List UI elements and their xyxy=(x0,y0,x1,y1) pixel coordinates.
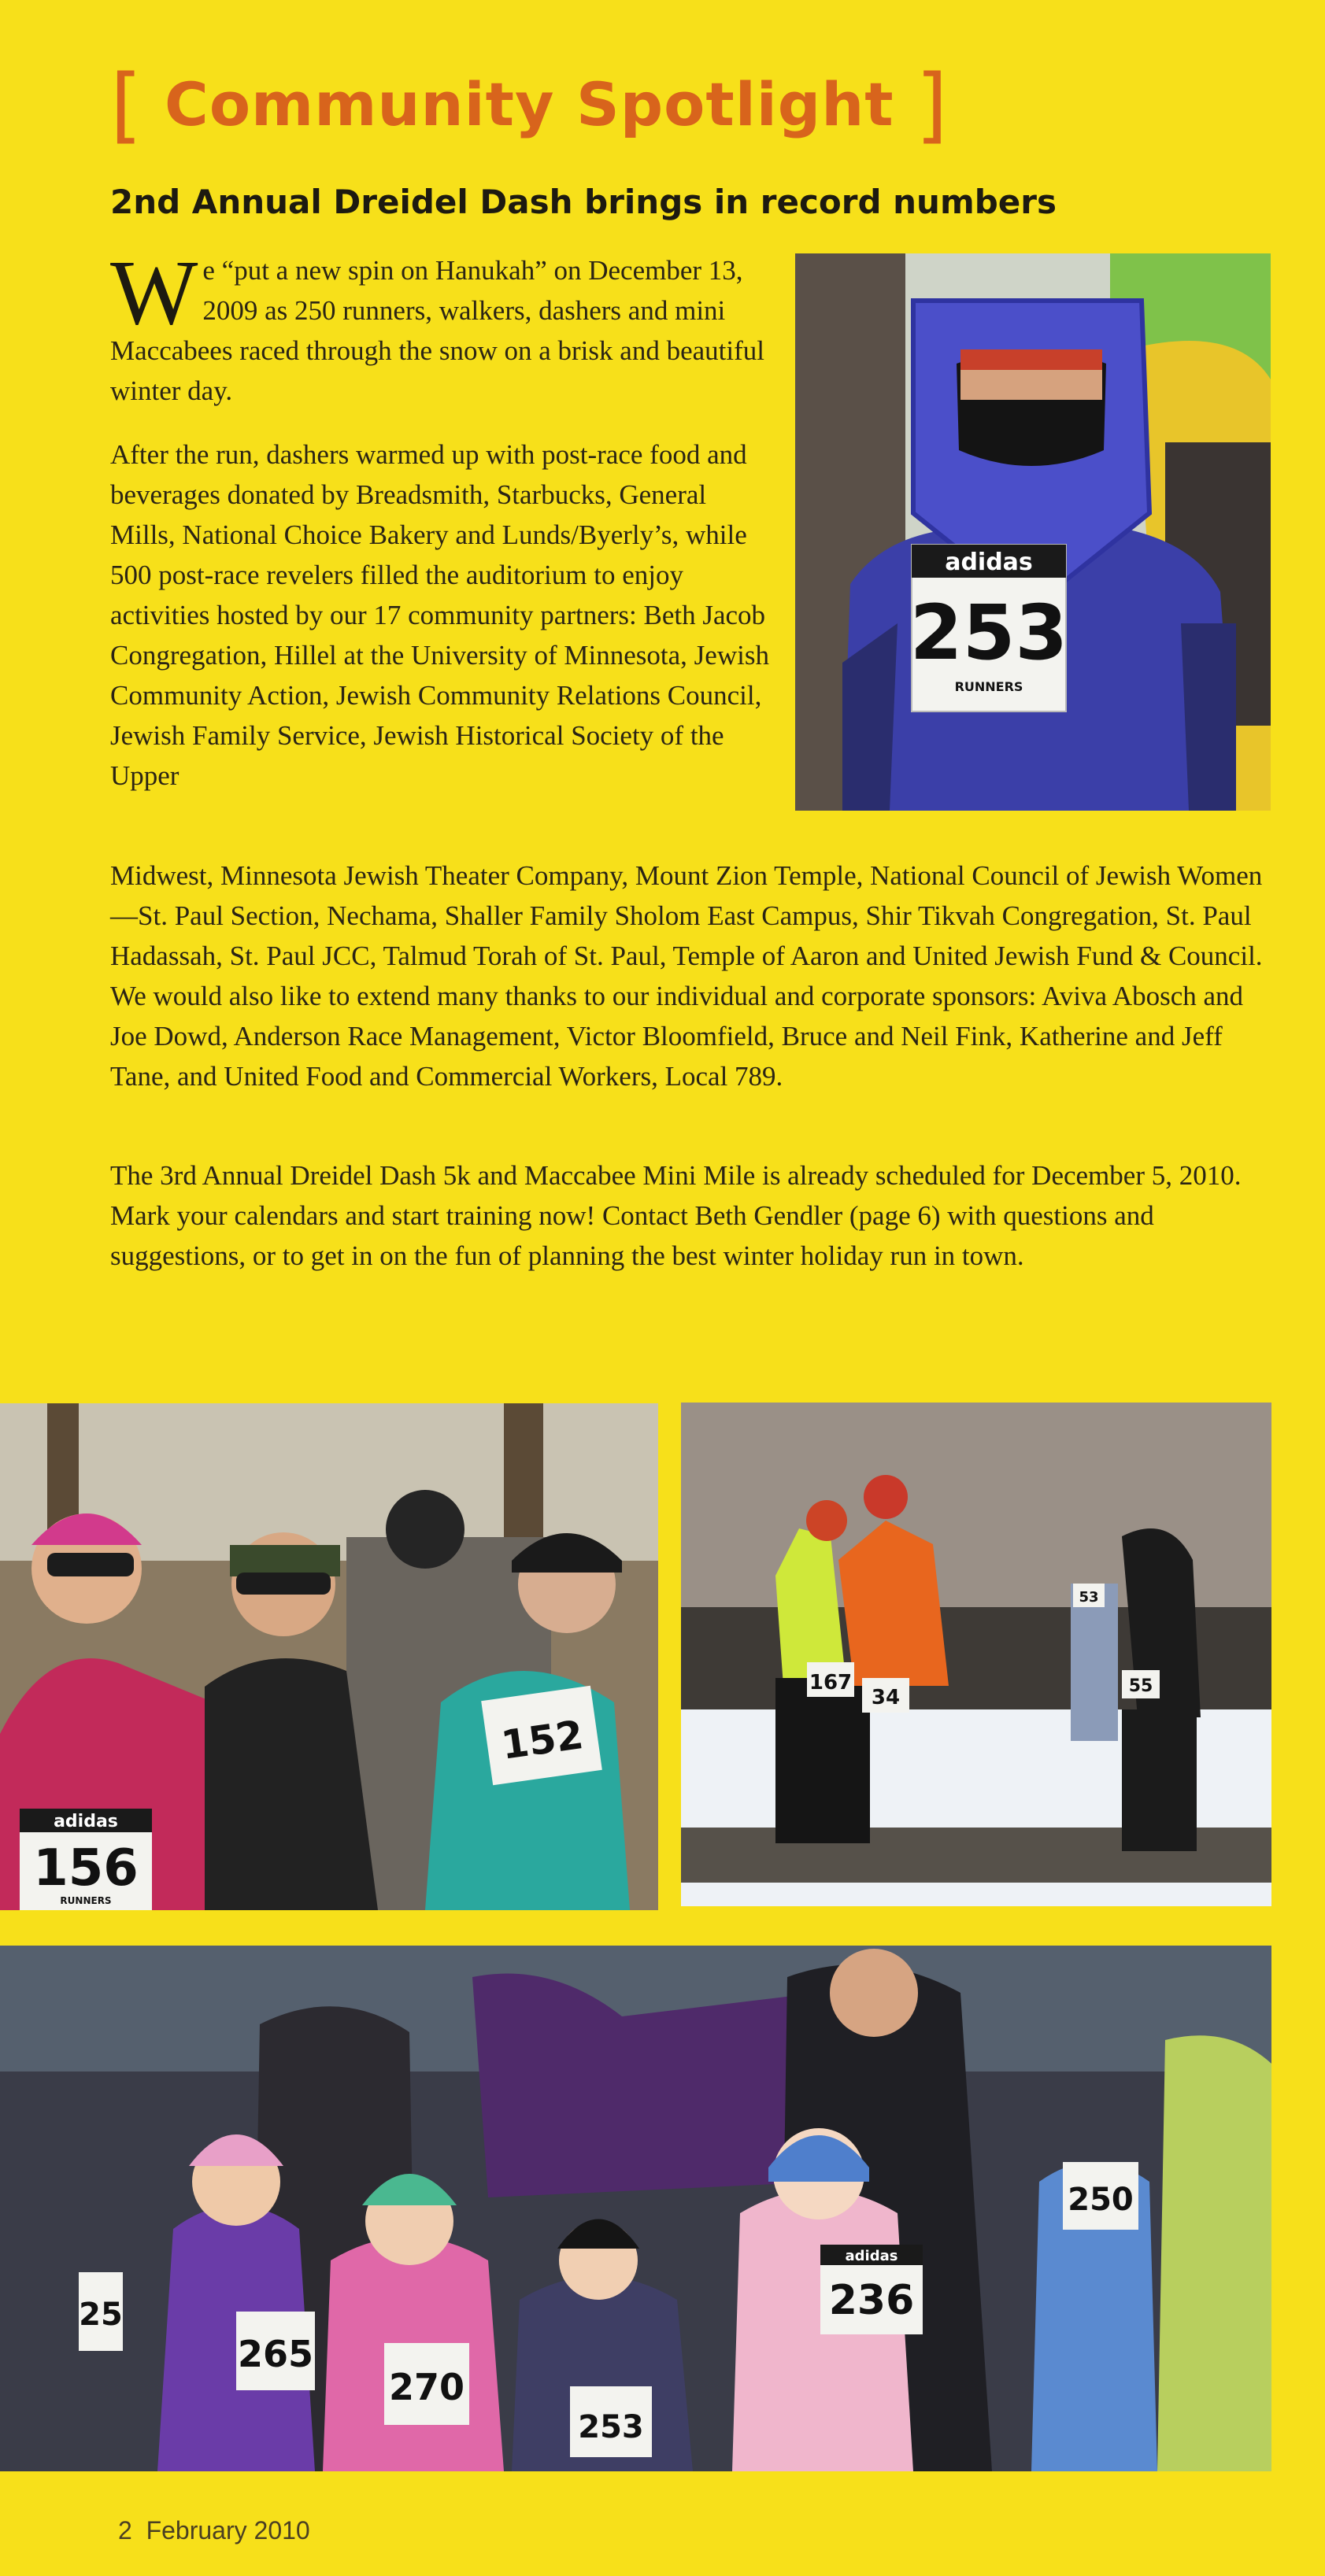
bib-167-number: 167 xyxy=(809,1671,853,1695)
paragraph-1-text: e “put a new spin on Hanukah” on December 13, 2009 as 250 runners, walkers, dashers and mini Maccabees raced through the snow on a brisk and beautiful winter day. xyxy=(110,255,764,406)
article-paragraph-1 xyxy=(110,241,776,411)
photo-dreidel-costume xyxy=(795,253,1271,811)
bib-brand: adidas xyxy=(945,549,1033,576)
bib-25-number: 25 xyxy=(79,2297,123,2333)
article-paragraph-2a: After the run, dashers warmed up with post-race food and beverages donated by Breadsmith, Starbucks, General Mills, National Choice Bakery and Lunds/Byerly’s, while 500 post-race revelers filled the auditorium to enjoy activities hosted by our 17 community partners: Beth Jacob Congregation, Hillel at the University of Minnesota, Jewish Community Action, Jewish Community Relations Council, Jewish Family Service, Jewish Historical Society of the Upper xyxy=(110,439,769,791)
bib-156-brand: adidas xyxy=(54,1812,118,1831)
article-paragraph-2b: Midwest, Minnesota Jewish Theater Company, Mount Zion Temple, National Council of Jewish Women—St. Paul Section, Nechama, Shaller Family Sholom East Campus, Shir Tikvah Congregation, St. Paul Hadassah, St. Paul JCC, Talmud Torah of St. Paul, Temple of Aaron and United Jewish Fund & Council. We would also like to extend many thanks to our individual and corporate sponsors: Aviva Abosch and Joe Dowd, Anderson Race Management, Victor Bloomfield, Bruce and Neil Fink, Katherine and Jeff Tane, and United Food and Commercial Workers, Local 789. xyxy=(110,860,1263,1092)
drop-cap: W xyxy=(110,241,198,344)
bib-53-number: 53 xyxy=(1079,1589,1099,1606)
section-title xyxy=(110,49,949,153)
page-footer xyxy=(118,2516,310,2545)
photo-runners-crowd xyxy=(0,1403,658,1910)
title-bracket-open: [ xyxy=(110,57,143,153)
article-column-narrow xyxy=(110,241,776,796)
bib-label: RUNNERS xyxy=(954,679,1023,694)
bib-236-number: 236 xyxy=(828,2277,915,2324)
article-paragraph-3: The 3rd Annual Dreidel Dash 5k and Maccabee Mini Mile is already scheduled for December 5, 2010. Mark your calendars and start training now! Contact Beth Gendler (page 6) with questions and suggestions, or to get in on the fun of planning the best winter holiday run in town. xyxy=(110,1160,1242,1271)
bib-34-number: 34 xyxy=(871,1686,901,1709)
bib-250-number: 250 xyxy=(1068,2182,1134,2218)
bib-253-number: 253 xyxy=(578,2409,644,2445)
bib-number: 253 xyxy=(909,589,1068,677)
bib-152-number: 152 xyxy=(498,1711,587,1768)
bib-270-number: 270 xyxy=(388,2366,465,2408)
issue-date: February 2010 xyxy=(146,2516,310,2545)
bib-55-number: 55 xyxy=(1128,1676,1153,1696)
section-title-text: Community Spotlight xyxy=(165,69,894,139)
bib-156-label: RUNNERS xyxy=(60,1895,112,1906)
bib-236-brand: adidas xyxy=(845,2248,898,2264)
bib-156-number: 156 xyxy=(33,1839,139,1898)
title-bracket-close: ] xyxy=(916,57,949,153)
photo-mini-maccabees xyxy=(0,1946,1271,2471)
bib-265-number: 265 xyxy=(237,2333,314,2375)
photo-runners-snow xyxy=(681,1403,1271,1906)
page-number: 2 xyxy=(118,2516,132,2545)
article-headline: 2nd Annual Dreidel Dash brings in record numbers xyxy=(110,183,1057,221)
